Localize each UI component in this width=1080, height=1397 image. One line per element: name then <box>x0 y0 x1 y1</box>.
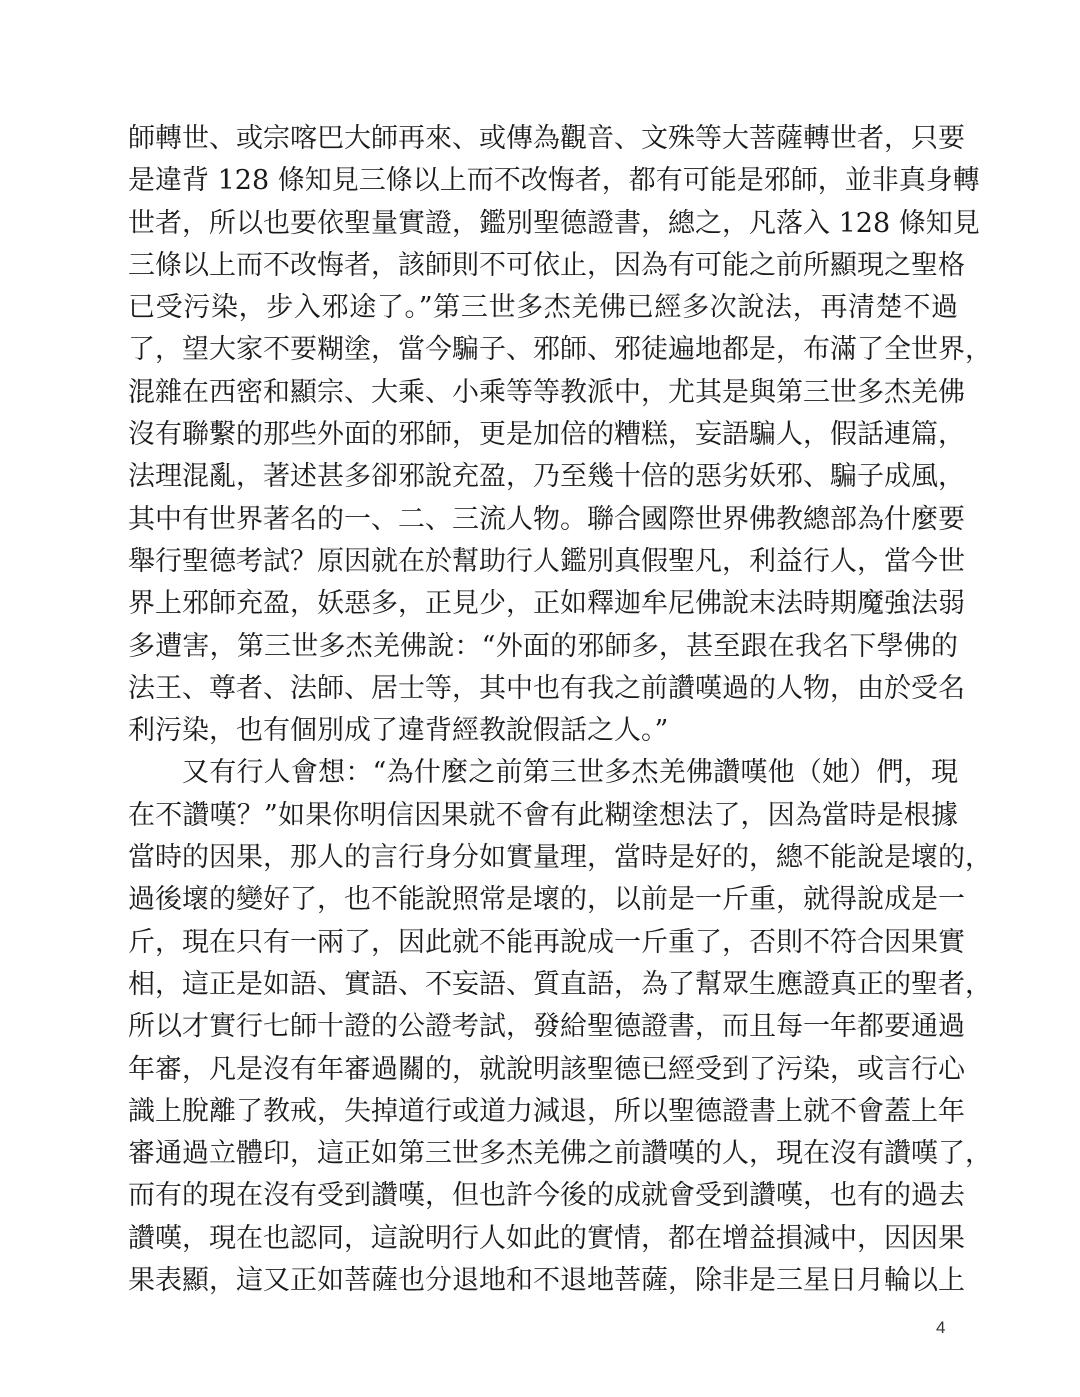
text-line: 其中有世界著名的一、二、三流人物。聯合國際世界佛教總部為什麼要 <box>128 503 965 535</box>
text-line: 在不讚嘆？”如果你明信因果就不會有此糊塗想法了，因為當時是根據 <box>128 799 958 831</box>
text-line: 讚嘆，現在也認同，這說明行人如此的實情，都在增益損減中，因因果 <box>128 1222 965 1254</box>
paragraph <box>128 118 992 752</box>
text-line: 年審，凡是沒有年審過關的，就說明該聖德已經受到了污染，或言行心 <box>128 1053 965 1085</box>
paragraph <box>128 752 992 1302</box>
text-line: 已受污染，步入邪途了。”第三世多杰羌佛已經多次說法，再清楚不過 <box>128 292 958 324</box>
text-line: 斤，現在只有一兩了，因此就不能再說成一斤重了，否則不符合因果實 <box>128 926 965 958</box>
text-line: 過後壞的變好了，也不能說照常是壞的，以前是一斤重，就得說成是一 <box>128 884 965 916</box>
text-line: 相，這正是如語、實語、不妄語、質直語，為了幫眾生應證真正的聖者， <box>128 968 992 1000</box>
text-line: 三條以上而不改悔者，該師則不可依止，因為有可能之前所顯現之聖格 <box>128 249 965 281</box>
text-line: 利污染，也有個別成了違背經教說假話之人。” <box>128 715 669 747</box>
page-number: 4 <box>936 1318 946 1337</box>
text-line: 審通過立體印，這正如第三世多杰羌佛之前讚嘆的人，現在沒有讚嘆了， <box>128 1138 992 1170</box>
text-line: 沒有聯繫的那些外面的邪師，更是加倍的糟糕，妄語騙人，假話連篇， <box>128 419 965 451</box>
body-text <box>128 118 992 1302</box>
text-line: 界上邪師充盈，妖惡多，正見少，正如釋迦牟尼佛說末法時期魔強法弱 <box>128 588 965 620</box>
text-line: 法王、尊者、法師、居士等，其中也有我之前讚嘆過的人物，由於受名 <box>128 672 965 704</box>
text-line: 法理混亂，著述甚多卻邪說充盈，乃至幾十倍的惡劣妖邪、騙子成風， <box>128 461 965 493</box>
text-line: 混雜在西密和顯宗、大乘、小乘等等教派中，尤其是與第三世多杰羌佛 <box>128 376 965 408</box>
text-line: 是違背 128 條知見三條以上而不改悔者，都有可能是邪師，並非真身轉 <box>128 165 980 197</box>
text-line: 所以才實行七師十證的公證考試，發給聖德證書，而且每一年都要通過 <box>128 1011 965 1043</box>
text-line: 識上脫離了教戒，失掉道行或道力減退，所以聖德證書上就不會蓋上年 <box>128 1095 965 1127</box>
text-line: 多遭害，第三世多杰羌佛說：“外面的邪師多，甚至跟在我名下學佛的 <box>128 630 958 662</box>
text-line: 舉行聖德考試？原因就在於幫助行人鑑別真假聖凡，利益行人，當今世 <box>128 545 965 577</box>
text-line: 當時的因果，那人的言行身分如實量理，當時是好的，總不能說是壞的， <box>128 842 992 874</box>
text-line: 果表顯，這又正如菩薩也分退地和不退地菩薩，除非是三星日月輪以上 <box>128 1265 965 1297</box>
text-line: 了，望大家不要糊塗，當今騙子、邪師、邪徒遍地都是，布滿了全世界， <box>128 334 992 366</box>
text-line: 而有的現在沒有受到讚嘆，但也許今後的成就會受到讚嘆，也有的過去 <box>128 1180 965 1212</box>
text-line: 師轉世、或宗喀巴大師再來、或傳為觀音、文殊等大菩薩轉世者，只要 <box>128 123 965 154</box>
text-line: 世者，所以也要依聖量實證，鑑別聖德證書，總之，凡落入 128 條知見 <box>128 207 980 239</box>
text-line: 又有行人會想：“為什麼之前第三世多杰羌佛讚嘆他（她）們，現 <box>182 757 958 789</box>
